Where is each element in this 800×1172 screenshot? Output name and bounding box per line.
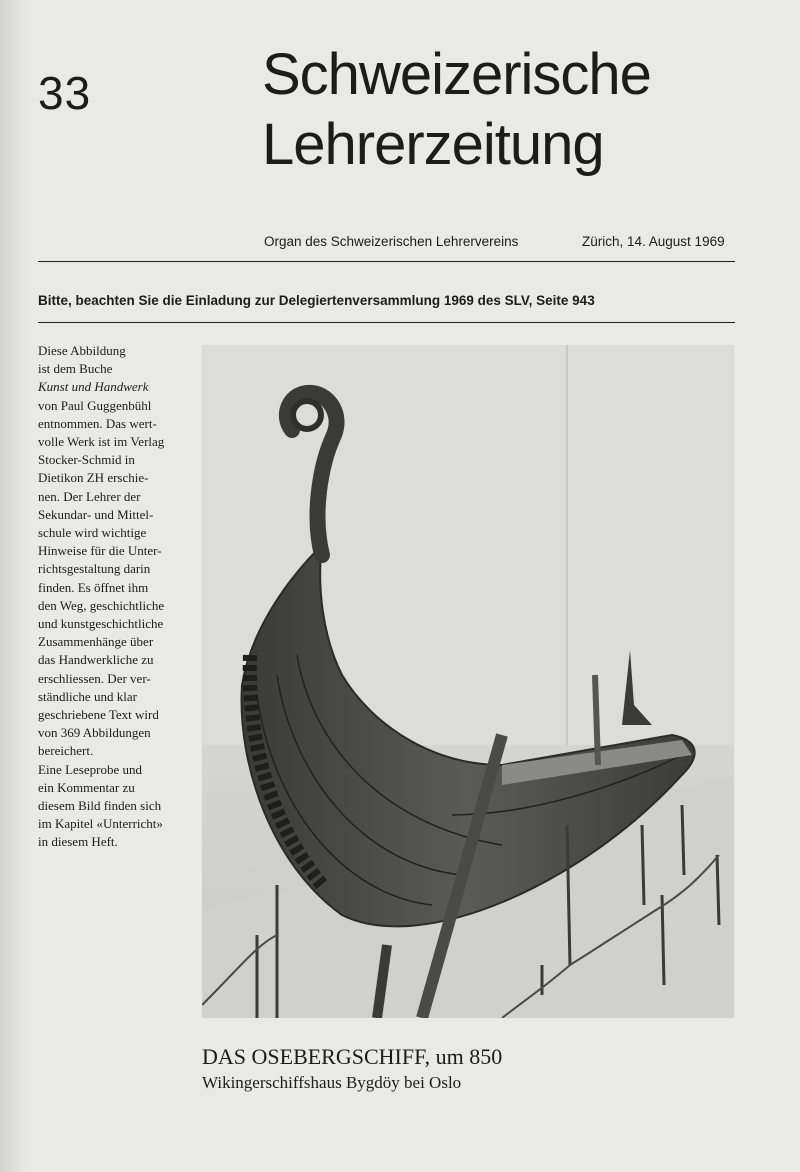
sidebar-line: entnommen. Das wert-: [38, 415, 157, 431]
sidebar-line: ein Kommentar zu: [38, 779, 135, 795]
sidebar-line: richtsgestaltung darin: [38, 561, 151, 577]
sidebar-line: geschriebene Text wird: [38, 707, 159, 723]
notice-rule: [38, 322, 735, 323]
sidebar-line: Sekundar- und Mittel-: [38, 506, 154, 522]
sidebar-text: [38, 342, 178, 852]
sidebar-line: finden. Es öffnet ihm: [38, 579, 149, 595]
sidebar-line: von Paul Guggenbühl: [38, 397, 152, 413]
sidebar-line: den Weg, geschichtliche: [38, 597, 165, 613]
sidebar-line: schule wird wichtige: [38, 525, 147, 541]
sidebar-line: von 369 Abbildungen: [38, 725, 151, 741]
organ-subtitle: Organ des Schweizerischen Lehrervereins: [264, 234, 519, 249]
caption-subtitle: Wikingerschiffshaus Bygdöy bei Oslo: [202, 1073, 462, 1092]
ship-photo: [202, 345, 734, 1018]
sidebar-line: Stocker-Schmid in: [38, 452, 135, 468]
sidebar-line: Diese Abbildung: [38, 343, 126, 358]
issue-date: Zürich, 14. August 1969: [582, 234, 725, 249]
sidebar-line: und kunstgeschichtliche: [38, 616, 164, 632]
sidebar-line: bereichert.: [38, 743, 94, 759]
masthead-title: [262, 40, 762, 180]
page-edge-shadow: [0, 0, 28, 1172]
sidebar-line: Hinweise für die Unter-: [38, 543, 162, 559]
masthead-line-2: Lehrerzeitung: [262, 112, 604, 177]
sidebar-line: erschliessen. Der ver-: [38, 670, 151, 686]
sidebar-line: Dietikon ZH erschie-: [38, 470, 149, 486]
sidebar-line: ständliche und klar: [38, 688, 137, 704]
sidebar-line: Kunst und Handwerk: [38, 379, 149, 395]
header-rule: [38, 261, 735, 262]
issue-number: 33: [38, 67, 92, 119]
sidebar-line: Zusammenhänge über: [38, 634, 154, 650]
sidebar-line: volle Werk ist im Verlag: [38, 434, 165, 450]
sidebar-line: diesem Bild finden sich: [38, 798, 162, 814]
sidebar-line: in diesem Heft.: [38, 834, 118, 850]
masthead-line-1: Schweizerische: [262, 42, 651, 107]
caption-title: DAS OSEBERGSCHIFF, um 850: [202, 1044, 503, 1069]
sidebar-line: Eine Leseprobe und: [38, 761, 142, 777]
sidebar-line: im Kapitel «Unterricht»: [38, 816, 163, 832]
sidebar-line: das Handwerkliche zu: [38, 652, 154, 668]
notice-banner: Bitte, beachten Sie die Einladung zur Delegiertenversammlung 1969 des SLV, Seite 943: [38, 293, 595, 308]
sidebar-line: nen. Der Lehrer der: [38, 488, 141, 504]
sidebar-line: ist dem Buche: [38, 361, 113, 377]
